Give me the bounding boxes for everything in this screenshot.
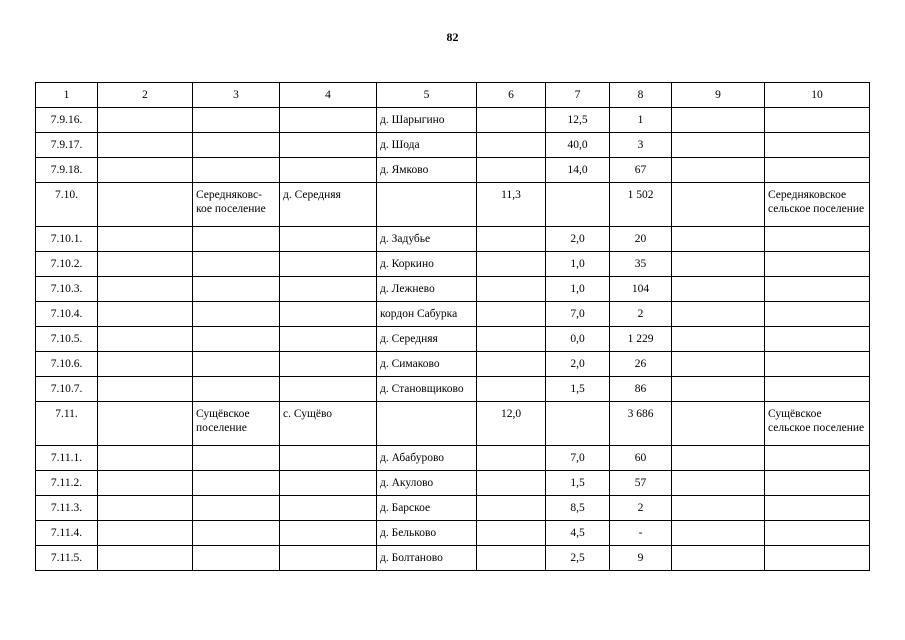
table-cell-col6 (477, 496, 546, 521)
table-cell-col6 (477, 108, 546, 133)
table-cell-col7: 8,5 (546, 496, 610, 521)
table-cell-col4 (280, 252, 377, 277)
table-cell-col5: д. Коркино (377, 252, 477, 277)
table-cell-col9 (672, 521, 765, 546)
table-row (36, 402, 870, 446)
table-cell-col7: 2,5 (546, 546, 610, 571)
column-header-5: 5 (377, 83, 477, 108)
table-cell-col5: д. Середняя (377, 327, 477, 352)
table-cell-col10 (765, 496, 870, 521)
table-cell-col1: 7.10.1. (36, 227, 98, 252)
table-cell-col3 (193, 252, 280, 277)
table-cell-col7 (546, 183, 610, 227)
table-cell-col9 (672, 471, 765, 496)
table-cell-col10 (765, 446, 870, 471)
table-cell-col6 (477, 302, 546, 327)
table-cell-col1: 7.11.5. (36, 546, 98, 571)
table-cell-col2 (98, 252, 193, 277)
table-cell-col8: 35 (610, 252, 672, 277)
table-cell-col1: 7.11. (36, 402, 98, 446)
table-cell-col10 (765, 327, 870, 352)
table-cell-col9 (672, 377, 765, 402)
table-cell-col7: 12,5 (546, 108, 610, 133)
table-row (36, 352, 870, 377)
table-cell-col2 (98, 108, 193, 133)
table-row (36, 377, 870, 402)
table-cell-col8: 1 502 (610, 183, 672, 227)
table-cell-col7: 40,0 (546, 133, 610, 158)
table-cell-col3 (193, 108, 280, 133)
table-row (36, 327, 870, 352)
table-cell-col10 (765, 302, 870, 327)
table-cell-col6 (477, 158, 546, 183)
table-cell-col7: 2,0 (546, 227, 610, 252)
table-cell-col8: 1 229 (610, 327, 672, 352)
table-cell-col6: 12,0 (477, 402, 546, 446)
table-header-row (36, 83, 870, 108)
table-cell-col8: 3 (610, 133, 672, 158)
table-cell-col3 (193, 327, 280, 352)
column-header-2: 2 (98, 83, 193, 108)
table-cell-col3: Сущёвское поселение (193, 402, 280, 446)
table-cell-col9 (672, 352, 765, 377)
table-cell-col3 (193, 446, 280, 471)
table-cell-col9 (672, 546, 765, 571)
table-row (36, 302, 870, 327)
table-cell-col7: 1,5 (546, 377, 610, 402)
table-cell-col2 (98, 446, 193, 471)
table-cell-col3 (193, 133, 280, 158)
column-header-7: 7 (546, 83, 610, 108)
table-cell-col10 (765, 252, 870, 277)
column-header-6: 6 (477, 83, 546, 108)
table-cell-col8: 20 (610, 227, 672, 252)
table-row (36, 183, 870, 227)
table-cell-col8: 26 (610, 352, 672, 377)
table-cell-col9 (672, 227, 765, 252)
table-cell-col4 (280, 327, 377, 352)
table-cell-col4 (280, 377, 377, 402)
table-cell-col1: 7.11.2. (36, 471, 98, 496)
table-cell-col1: 7.10.5. (36, 327, 98, 352)
table-cell-col4 (280, 546, 377, 571)
table-cell-col1: 7.10. (36, 183, 98, 227)
table-cell-col9 (672, 158, 765, 183)
table-cell-col4 (280, 471, 377, 496)
table-cell-col6 (477, 227, 546, 252)
table-cell-col5: д. Симаково (377, 352, 477, 377)
settlements-table (35, 82, 870, 571)
column-header-10: 10 (765, 83, 870, 108)
table-cell-col2 (98, 546, 193, 571)
table-cell-col4 (280, 352, 377, 377)
table-cell-col8: 2 (610, 496, 672, 521)
column-header-8: 8 (610, 83, 672, 108)
table-body (36, 108, 870, 571)
table-cell-col7: 4,5 (546, 521, 610, 546)
table-cell-col9 (672, 133, 765, 158)
table-cell-col8: 67 (610, 158, 672, 183)
table-row (36, 496, 870, 521)
table-cell-col5: д. Бельково (377, 521, 477, 546)
table-row (36, 133, 870, 158)
table-cell-col2 (98, 302, 193, 327)
column-header-4: 4 (280, 83, 377, 108)
table-row (36, 108, 870, 133)
table-cell-col9 (672, 183, 765, 227)
table-cell-col1: 7.9.17. (36, 133, 98, 158)
table-cell-col9 (672, 496, 765, 521)
table-cell-col9 (672, 252, 765, 277)
table-cell-col10 (765, 133, 870, 158)
table-cell-col10: Сущёвское сельское поселение (765, 402, 870, 446)
table-cell-col7: 1,0 (546, 277, 610, 302)
table-cell-col7: 1,5 (546, 471, 610, 496)
table-cell-col8: 57 (610, 471, 672, 496)
table-cell-col6 (477, 277, 546, 302)
table-cell-col3 (193, 496, 280, 521)
table-cell-col10 (765, 546, 870, 571)
table-cell-col3 (193, 277, 280, 302)
table-cell-col10: Середняковское сельское поселение (765, 183, 870, 227)
table-row (36, 227, 870, 252)
table-cell-col9 (672, 446, 765, 471)
table-cell-col4 (280, 446, 377, 471)
table-cell-col5: д. Становщиково (377, 377, 477, 402)
table-cell-col6 (477, 471, 546, 496)
table-cell-col2 (98, 496, 193, 521)
table-cell-col2 (98, 352, 193, 377)
table-cell-col4 (280, 302, 377, 327)
table-cell-col8: 60 (610, 446, 672, 471)
table-cell-col8: 86 (610, 377, 672, 402)
table-cell-col8: - (610, 521, 672, 546)
table-cell-col3 (193, 377, 280, 402)
table-cell-col5 (377, 183, 477, 227)
table-cell-col4: с. Сущёво (280, 402, 377, 446)
table-cell-col7: 14,0 (546, 158, 610, 183)
table-cell-col10 (765, 352, 870, 377)
table-cell-col4 (280, 227, 377, 252)
table-cell-col5: д. Задубье (377, 227, 477, 252)
table-cell-col8: 2 (610, 302, 672, 327)
table-cell-col3 (193, 521, 280, 546)
table-row (36, 158, 870, 183)
table-cell-col7: 2,0 (546, 352, 610, 377)
table-cell-col5: кордон Сабурка (377, 302, 477, 327)
table-cell-col3 (193, 158, 280, 183)
page-number: 82 (446, 30, 459, 44)
table-cell-col7: 7,0 (546, 302, 610, 327)
table-cell-col5: д. Болтаново (377, 546, 477, 571)
table-cell-col3 (193, 546, 280, 571)
table-cell-col3 (193, 302, 280, 327)
table-cell-col5: д. Акулово (377, 471, 477, 496)
table-cell-col8: 104 (610, 277, 672, 302)
table-cell-col1: 7.11.3. (36, 496, 98, 521)
table-cell-col1: 7.10.4. (36, 302, 98, 327)
table-cell-col5: д. Шарыгино (377, 108, 477, 133)
table-cell-col3 (193, 352, 280, 377)
table-cell-col5: д. Шода (377, 133, 477, 158)
table-cell-col5: д. Ямково (377, 158, 477, 183)
table-cell-col7: 0,0 (546, 327, 610, 352)
table-cell-col8: 1 (610, 108, 672, 133)
table-cell-col10 (765, 277, 870, 302)
table-cell-col10 (765, 108, 870, 133)
table-cell-col10 (765, 227, 870, 252)
table-cell-col1: 7.11.1. (36, 446, 98, 471)
table-cell-col8: 3 686 (610, 402, 672, 446)
column-header-3: 3 (193, 83, 280, 108)
table-cell-col1: 7.10.7. (36, 377, 98, 402)
table-cell-col4 (280, 521, 377, 546)
table-cell-col9 (672, 402, 765, 446)
table-cell-col7: 1,0 (546, 252, 610, 277)
table-cell-col2 (98, 521, 193, 546)
table-cell-col4 (280, 158, 377, 183)
table-cell-col3 (193, 471, 280, 496)
table-cell-col1: 7.11.4. (36, 521, 98, 546)
table-cell-col4 (280, 133, 377, 158)
table-cell-col6 (477, 521, 546, 546)
table-row (36, 252, 870, 277)
table-cell-col1: 7.10.2. (36, 252, 98, 277)
table-cell-col4: д. Середняя (280, 183, 377, 227)
table-cell-col1: 7.10.3. (36, 277, 98, 302)
table-row (36, 471, 870, 496)
table-cell-col2 (98, 277, 193, 302)
table-cell-col10 (765, 521, 870, 546)
column-header-9: 9 (672, 83, 765, 108)
table-cell-col1: 7.9.18. (36, 158, 98, 183)
table-cell-col3 (193, 227, 280, 252)
table-cell-col2 (98, 133, 193, 158)
table-cell-col2 (98, 327, 193, 352)
table-cell-col7: 7,0 (546, 446, 610, 471)
table-cell-col6 (477, 327, 546, 352)
table-cell-col2 (98, 227, 193, 252)
table-cell-col9 (672, 302, 765, 327)
table-cell-col5 (377, 402, 477, 446)
table-cell-col4 (280, 496, 377, 521)
table-cell-col10 (765, 471, 870, 496)
table-cell-col2 (98, 471, 193, 496)
table-cell-col4 (280, 277, 377, 302)
table-cell-col6 (477, 377, 546, 402)
table-cell-col2 (98, 402, 193, 446)
table-cell-col5: д. Барское (377, 496, 477, 521)
table-cell-col5: д. Абабурово (377, 446, 477, 471)
table-cell-col6 (477, 546, 546, 571)
table-cell-col8: 9 (610, 546, 672, 571)
table-cell-col3: Середняковс-кое поселение (193, 183, 280, 227)
table-cell-col2 (98, 377, 193, 402)
table-cell-col9 (672, 327, 765, 352)
table-cell-col2 (98, 183, 193, 227)
table-row (36, 546, 870, 571)
table-row (36, 446, 870, 471)
table-cell-col9 (672, 108, 765, 133)
table-cell-col2 (98, 158, 193, 183)
table-cell-col6 (477, 446, 546, 471)
table-cell-col6 (477, 252, 546, 277)
table-cell-col5: д. Лежнево (377, 277, 477, 302)
table-cell-col6 (477, 352, 546, 377)
table-row (36, 521, 870, 546)
table-cell-col10 (765, 377, 870, 402)
table-cell-col1: 7.10.6. (36, 352, 98, 377)
table-cell-col6 (477, 133, 546, 158)
table-cell-col7 (546, 402, 610, 446)
table-cell-col10 (765, 158, 870, 183)
table-cell-col1: 7.9.16. (36, 108, 98, 133)
table-cell-col4 (280, 108, 377, 133)
table-row (36, 277, 870, 302)
table-cell-col9 (672, 277, 765, 302)
table-cell-col6: 11,3 (477, 183, 546, 227)
column-header-1: 1 (36, 83, 98, 108)
